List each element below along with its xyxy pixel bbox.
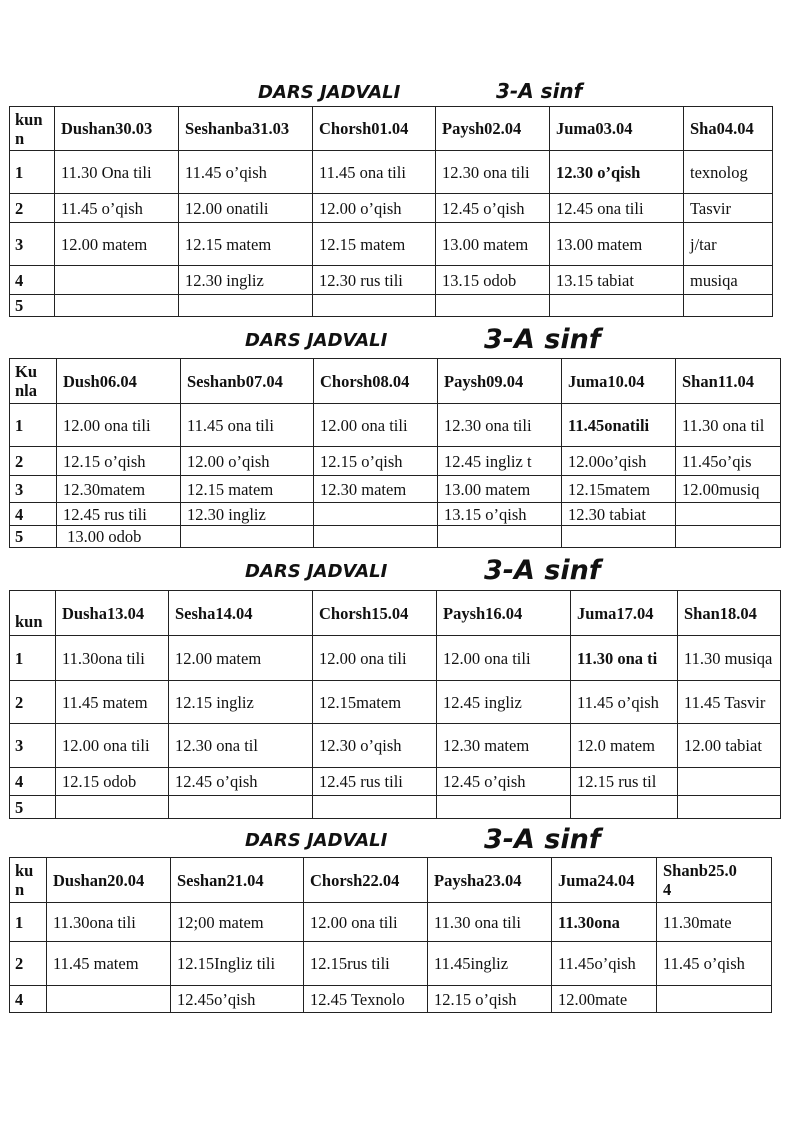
lesson-number: 2 (10, 942, 47, 986)
lesson-cell: 11.45 matem (47, 942, 171, 986)
table-header-row (10, 359, 781, 404)
lesson-number: 5 (10, 796, 56, 819)
lesson-cell: 12.45 ingliz (437, 681, 571, 724)
lesson-cell (678, 796, 781, 819)
lesson-number: 4 (10, 768, 56, 796)
lesson-cell: 12.15matem (562, 476, 676, 503)
lesson-cell: 12.15 o’qish (57, 447, 181, 476)
lesson-cell (562, 526, 676, 548)
lesson-cell (437, 796, 571, 819)
table-row (10, 194, 773, 223)
lesson-cell: 12.30 ingliz (179, 266, 313, 295)
lesson-number: 4 (10, 266, 55, 295)
lesson-cell: 11.45 matem (56, 681, 169, 724)
lesson-number: 1 (10, 151, 55, 194)
header-day-column: Juma17.04 (571, 591, 678, 636)
lesson-cell (313, 796, 437, 819)
lesson-cell: 13.00 matem (550, 223, 684, 266)
table-row (10, 503, 781, 526)
header-day-column: Seshanba31.03 (179, 107, 313, 151)
header-day-column: Juma03.04 (550, 107, 684, 151)
lesson-cell: 12.15 matem (181, 476, 314, 503)
header-day-column: Paysh09.04 (438, 359, 562, 404)
table-row (10, 151, 773, 194)
table-row (10, 447, 781, 476)
lesson-cell: 11.45ingliz (428, 942, 552, 986)
header-day: kun (10, 591, 56, 636)
lesson-number: 2 (10, 194, 55, 223)
lesson-cell: 13.15 o’qish (438, 503, 562, 526)
lesson-cell: 12.30 o’qish (550, 151, 684, 194)
lesson-cell: 11.30 ona til (676, 404, 781, 447)
lesson-cell: j/tar (684, 223, 773, 266)
lesson-cell: 12;00 matem (171, 903, 304, 942)
lesson-number: 1 (10, 404, 57, 447)
table-row (10, 903, 772, 942)
header-day-column: Paysh16.04 (437, 591, 571, 636)
lesson-cell: musiqa (684, 266, 773, 295)
lesson-cell: 13.00 matem (436, 223, 550, 266)
lesson-cell: 12.15 rus til (571, 768, 678, 796)
lesson-cell (684, 295, 773, 317)
lesson-cell: 12.00musiq (676, 476, 781, 503)
lesson-cell: 11.30ona tili (56, 636, 169, 681)
lesson-cell: 12.15 o’qish (314, 447, 438, 476)
lesson-cell: 11.45 o’qish (55, 194, 179, 223)
heading-class-label: 3-A sinf (484, 324, 601, 355)
table-row (10, 476, 781, 503)
lesson-cell: 12.00 matem (55, 223, 179, 266)
lesson-cell: 11.30 Ona tili (55, 151, 179, 194)
table-row (10, 636, 781, 681)
lesson-cell: 12.15matem (313, 681, 437, 724)
lesson-cell: 12.00 tabiat (678, 724, 781, 768)
header-day-column: Seshanb07.04 (181, 359, 314, 404)
lesson-cell (314, 503, 438, 526)
lesson-cell: 11.30mate (657, 903, 772, 942)
lesson-cell (169, 796, 313, 819)
header-day-column: Shanb25.0 4 (657, 858, 772, 903)
lesson-cell (678, 768, 781, 796)
lesson-cell: 11.45o’qish (552, 942, 657, 986)
lesson-cell: 12.00o’qish (562, 447, 676, 476)
lesson-cell: 12.00 matem (169, 636, 313, 681)
lesson-number: 3 (10, 223, 55, 266)
header-day: ku n (10, 858, 47, 903)
header-day-column: Paysha23.04 (428, 858, 552, 903)
lesson-cell: 12.45 o’qish (437, 768, 571, 796)
lesson-cell: 12.30 matem (437, 724, 571, 768)
lesson-cell (571, 796, 678, 819)
lesson-number: 4 (10, 503, 57, 526)
lesson-cell: 12.15rus tili (304, 942, 428, 986)
table-header-row (10, 107, 773, 151)
lesson-cell: 12.30 ona tili (438, 404, 562, 447)
lesson-cell (179, 295, 313, 317)
lesson-cell: texnolog (684, 151, 773, 194)
lesson-cell: 12.45 rus tili (313, 768, 437, 796)
table-row (10, 768, 781, 796)
lesson-cell: 11.45 ona tili (181, 404, 314, 447)
schedule-heading-3 (0, 555, 800, 589)
lesson-cell: 12.00 ona tili (57, 404, 181, 447)
lesson-number: 4 (10, 986, 47, 1013)
lesson-cell: 12.00 onatili (179, 194, 313, 223)
lesson-cell: 12.30 matem (314, 476, 438, 503)
lesson-cell: 12.00 ona tili (56, 724, 169, 768)
lesson-cell: 12.30 ona tili (436, 151, 550, 194)
lesson-cell: 12.30matem (57, 476, 181, 503)
lesson-cell: 11.45 o’qish (657, 942, 772, 986)
header-day-column: Shan11.04 (676, 359, 781, 404)
table-row (10, 404, 781, 447)
schedule-table-4 (9, 857, 772, 1013)
lesson-cell: 12.0 matem (571, 724, 678, 768)
table-row (10, 986, 772, 1013)
header-day-column: Chorsh01.04 (313, 107, 436, 151)
lesson-cell (181, 526, 314, 548)
lesson-cell (676, 503, 781, 526)
lesson-number: 3 (10, 724, 56, 768)
header-day-column: Sesha14.04 (169, 591, 313, 636)
schedule-table-1 (9, 106, 773, 317)
lesson-cell: 12.00 o’qish (313, 194, 436, 223)
lesson-number: 5 (10, 526, 57, 548)
lesson-cell: 12.15 matem (313, 223, 436, 266)
lesson-number: 2 (10, 681, 56, 724)
lesson-cell (657, 986, 772, 1013)
lesson-cell (56, 796, 169, 819)
lesson-cell (438, 526, 562, 548)
lesson-cell: 12.30 tabiat (562, 503, 676, 526)
heading-title: DARS JADVALI (245, 330, 388, 351)
header-day-column: Sha04.04 (684, 107, 773, 151)
header-day-column: Shan18.04 (678, 591, 781, 636)
table-header-row (10, 858, 772, 903)
lesson-cell: 11.30 ona tili (428, 903, 552, 942)
lesson-cell: 11.45o’qis (676, 447, 781, 476)
lesson-cell: 12.00 o’qish (181, 447, 314, 476)
lesson-cell: 12.15 o’qish (428, 986, 552, 1013)
lesson-cell: 11.30 musiqa (678, 636, 781, 681)
lesson-cell: 12.00 ona tili (314, 404, 438, 447)
lesson-cell (314, 526, 438, 548)
lesson-cell (55, 266, 179, 295)
lesson-cell (436, 295, 550, 317)
lesson-cell: 12.15 odob (56, 768, 169, 796)
header-day-column: Chorsh08.04 (314, 359, 438, 404)
lesson-number: 2 (10, 447, 57, 476)
lesson-cell: 12.45 o’qish (436, 194, 550, 223)
lesson-cell: Tasvir (684, 194, 773, 223)
header-day-column: Chorsh22.04 (304, 858, 428, 903)
header-day-column: Dush06.04 (57, 359, 181, 404)
schedule-table-3 (9, 590, 781, 819)
header-day-column: Juma10.04 (562, 359, 676, 404)
lesson-cell: 12.45 ona tili (550, 194, 684, 223)
lesson-cell: 11.45 Tasvir (678, 681, 781, 724)
lesson-cell: 11.45 ona tili (313, 151, 436, 194)
table-header-row (10, 591, 781, 636)
lesson-cell: 12.45o’qish (171, 986, 304, 1013)
lesson-cell: 12.45 Texnolo (304, 986, 428, 1013)
header-day-column: Chorsh15.04 (313, 591, 437, 636)
lesson-cell: 12.15 ingliz (169, 681, 313, 724)
table-row (10, 681, 781, 724)
lesson-cell: 12.30 ona til (169, 724, 313, 768)
lesson-number: 1 (10, 903, 47, 942)
lesson-number: 1 (10, 636, 56, 681)
lesson-cell: 12.00 ona tili (437, 636, 571, 681)
header-day-column: Dusha13.04 (56, 591, 169, 636)
lesson-cell: 12.45 rus tili (57, 503, 181, 526)
heading-title: DARS JADVALI (245, 561, 388, 582)
header-day-column: Juma24.04 (552, 858, 657, 903)
lesson-cell: 12.45 ingliz t (438, 447, 562, 476)
lesson-cell: 13.15 odob (436, 266, 550, 295)
heading-class-label: 3-A sinf (484, 555, 601, 586)
header-day: kun n (10, 107, 55, 151)
lesson-cell: 12.30 o’qish (313, 724, 437, 768)
lesson-cell: 12.45 o’qish (169, 768, 313, 796)
lesson-cell (550, 295, 684, 317)
table-row (10, 266, 773, 295)
lesson-number: 5 (10, 295, 55, 317)
lesson-cell: 12.30 rus tili (313, 266, 436, 295)
lesson-cell: 11.30 ona ti (571, 636, 678, 681)
lesson-number: 3 (10, 476, 57, 503)
lesson-cell: 12.00mate (552, 986, 657, 1013)
lesson-cell: 11.30ona tili (47, 903, 171, 942)
lesson-cell: 12.00 ona tili (313, 636, 437, 681)
heading-class-label: 3-A sinf (496, 79, 583, 103)
header-day-column: Paysh02.04 (436, 107, 550, 151)
lesson-cell: 12.30 ingliz (181, 503, 314, 526)
lesson-cell (676, 526, 781, 548)
lesson-cell: 13.15 tabiat (550, 266, 684, 295)
lesson-cell: 13.00 odob (57, 526, 181, 548)
table-row (10, 295, 773, 317)
lesson-cell: 12.15 matem (179, 223, 313, 266)
header-day-column: Seshan21.04 (171, 858, 304, 903)
heading-class-label: 3-A sinf (484, 824, 601, 855)
lesson-cell (313, 295, 436, 317)
heading-title: DARS JADVALI (258, 82, 401, 103)
schedule-table-2 (9, 358, 781, 548)
lesson-cell: 12.00 ona tili (304, 903, 428, 942)
header-day-column: Dushan20.04 (47, 858, 171, 903)
schedule-heading-2 (0, 324, 800, 358)
heading-title: DARS JADVALI (245, 830, 388, 851)
table-row (10, 724, 781, 768)
table-row (10, 796, 781, 819)
table-row (10, 526, 781, 548)
lesson-cell: 11.45onatili (562, 404, 676, 447)
header-day-column: Dushan30.03 (55, 107, 179, 151)
table-row (10, 223, 773, 266)
lesson-cell: 11.45 o’qish (179, 151, 313, 194)
lesson-cell (55, 295, 179, 317)
header-day: Ku nla (10, 359, 57, 404)
table-row (10, 942, 772, 986)
lesson-cell: 11.45 o’qish (571, 681, 678, 724)
lesson-cell (47, 986, 171, 1013)
lesson-cell: 11.30ona (552, 903, 657, 942)
schedule-heading-4 (0, 824, 800, 858)
lesson-cell: 13.00 matem (438, 476, 562, 503)
lesson-cell: 12.15Ingliz tili (171, 942, 304, 986)
